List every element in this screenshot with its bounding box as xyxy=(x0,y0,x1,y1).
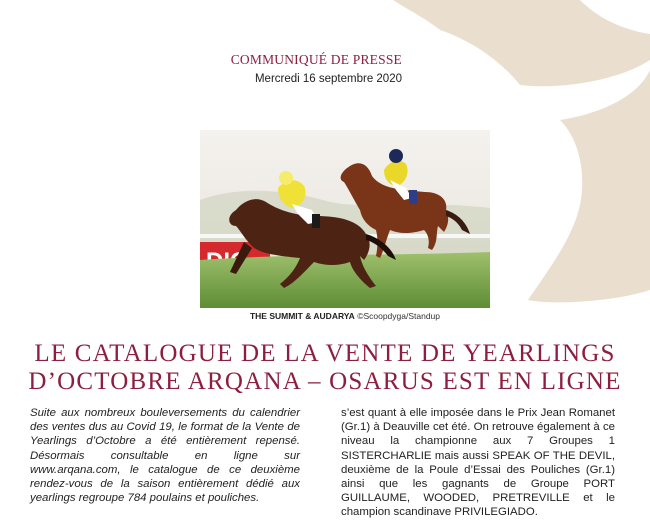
photo-illustration xyxy=(200,130,490,308)
horse-race-photo xyxy=(200,130,490,308)
caption-credit: ©Scoopdyga/Standup xyxy=(357,311,441,321)
release-date: Mercredi 16 septembre 2020 xyxy=(254,73,402,85)
caption-horse-names: THE SUMMIT & AUDARYA xyxy=(249,311,355,321)
body-column-left: Suite aux nombreux bouleversements du calendrier des ventes dus au Covid 19, le format de la Vente de Yearlings d’Octobre a été entièrement repensé. Désormais consultable en ligne sur www.arqana.com, le catalogue de ce deuxième rendez-vous de la saison entièrement dédié aux yearlings regroupe 784 poulains et pouliches. xyxy=(30,407,300,505)
press-release-label: COMMUNIQUÉ DE PRESSE xyxy=(230,52,402,67)
press-release-header xyxy=(231,52,402,85)
headline-line-2: D’OCTOBRE ARQANA – OSARUS EST EN LIGNE xyxy=(28,368,622,395)
body-column-right: s’est quant à elle imposée dans le Prix Jean Romanet (Gr.1) à Deauville cet été. On retrouve également à ce niveau la championne aux 7 Groupes 1 SISTERCHARLIE mais aussi SPEAK OF THE DEVIL, deuxième de la Poule d’Essai des Pouliches (Gr.1) ainsi que les gagnants de Groupe PORT GUILLAUME, WOODED, PRETREVILLE et le champion scandinave PRIVILEGIADO. xyxy=(341,407,615,519)
article-headline xyxy=(0,340,650,396)
headline-line-1: LE CATALOGUE DE LA VENTE DE YEARLINGS xyxy=(34,340,616,367)
photo-caption xyxy=(200,311,490,321)
